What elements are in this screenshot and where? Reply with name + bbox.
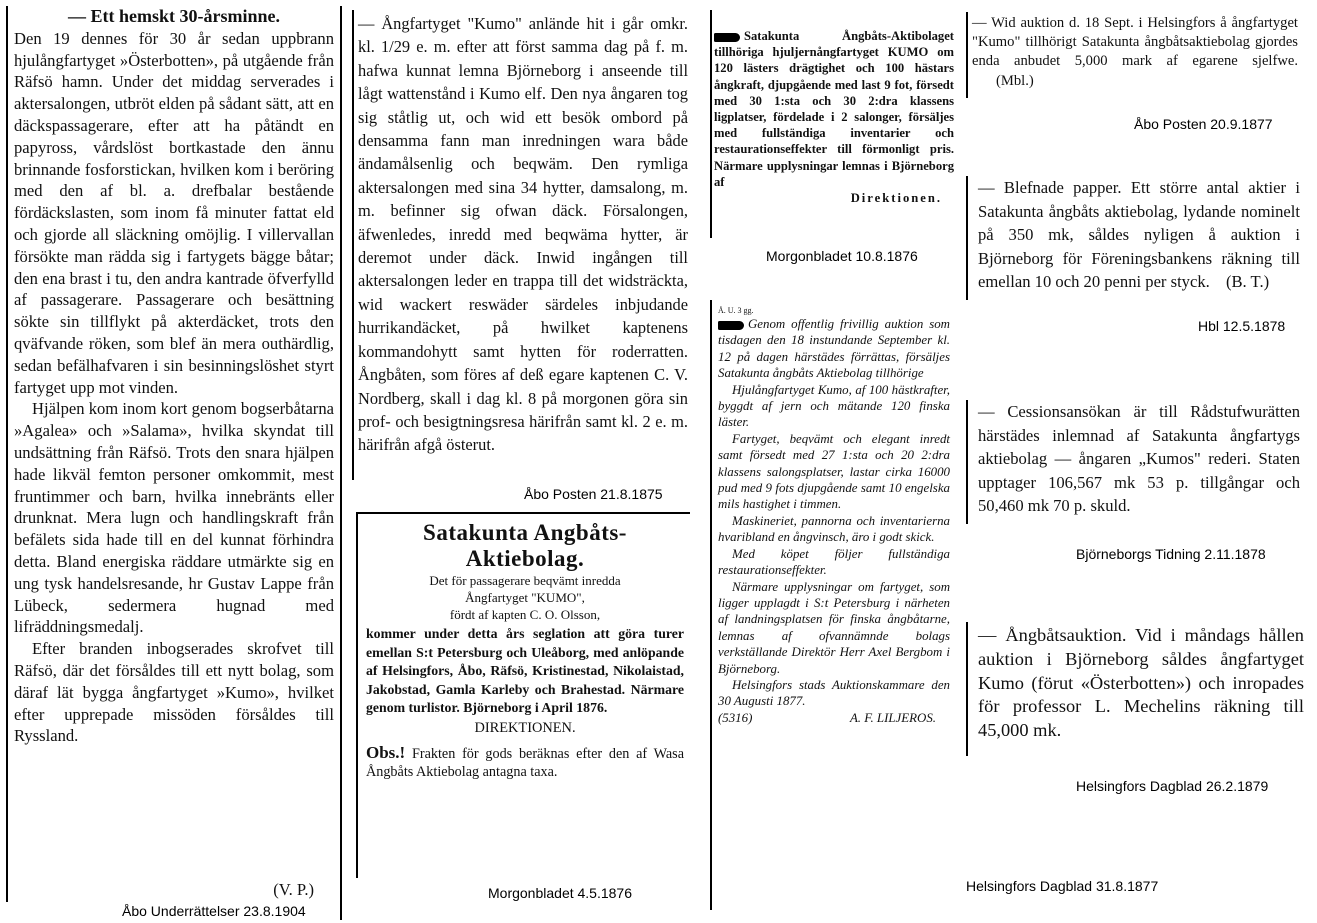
ad-note bbox=[366, 744, 684, 782]
obs-text: Frakten för gods beräknas efter den af Wasa Ångbåts Aktiebolag antagna taxa. bbox=[366, 745, 684, 781]
clipping-helsingfors-dagblad-1877 bbox=[718, 306, 950, 726]
source-caption: Helsingfors Dagblad 31.8.1877 bbox=[966, 878, 1159, 894]
ad-intro bbox=[366, 572, 684, 623]
ad-title-line: Aktiebolag. bbox=[465, 546, 585, 571]
article-cite: (Mbl.) bbox=[996, 72, 1034, 89]
notice-text: Genom offentlig frivillig auktion som tisdagen den 18 instundande September kl. 12 på dagen härstädes förrättas, försäljes Satakunta ångbåts Aktiebolag tillhörige bbox=[718, 317, 950, 381]
notice-paragraph: Fartyget, beqvämt och elegant inredt samt försedt med 27 1:sta och 20 2:dra klassens salongsplatser, lastar cirka 16000 pud med 9 fots djupgående samt 10 engelska mils hastighet i timmen. bbox=[718, 431, 950, 512]
column-rule bbox=[966, 622, 968, 756]
ad-body: kommer under detta års seglation att göra turer emellan S:t Petersburg och Uleåborg, med anlöpande af Helsingfors, Åbo, Räfsö, Kristinestad, Nikolaistad, Jakobstad, Gamla Karleby och Brahestad. Närmare genom turlistor. Björneborg i April 1876. bbox=[366, 626, 684, 716]
article-text: — Ångbåtsauktion. Vid i måndags hållen auktion i Björneborg såldes ångfartyget Kumo (förut «Österbotten») och inropades för professor L. Mechelins räkning till 45,000 mk. bbox=[978, 625, 1304, 741]
column-rule bbox=[966, 176, 968, 300]
article-paragraph: Hjälpen kom inom kort genom bogserbåtarna »Agalea» och »Salama», hvilka skyndat till undsättning från Räfsö. Trots den snara hjälpen hade likväl femton personer omkommit, mest fruntimmer och barn, hvilka innebränts eller drunknat. Mera lugn och handlingskraft från befälets sida hade till en del kunnat förhindra detta. Bland energiska räddare utmärkte sig en ung tysk handelsresande, hr Gustav Lappe från Lübeck, sedermera hugnad med lifräddningsmedalj. bbox=[14, 399, 334, 637]
ad-intro-line: Det för passagerare beqvämt inredda bbox=[429, 573, 621, 588]
column-rule bbox=[6, 6, 8, 902]
ad-title-line: Satakunta Angbåts- bbox=[423, 520, 627, 545]
column-rule bbox=[966, 400, 968, 524]
clipping-helsingfors-dagblad-1879 bbox=[978, 624, 1304, 743]
pointing-hand-icon bbox=[718, 321, 744, 330]
ad-intro-line: Ångfartyget "KUMO", bbox=[465, 590, 585, 605]
source-caption: Åbo Posten 20.9.1877 bbox=[1134, 116, 1273, 132]
border-line bbox=[356, 512, 690, 514]
article-text: — Ångfartyget "Kumo" anlände hit i går omkr. kl. 1/29 e. m. efter att först samma dag på f. m. hafwa kunnat lemna Björneborg i anseende till lågt wattenstånd i Kumo elf. Den nya ångaren tog sig ståtlig ut, och wid ett besök ombord på densamma fann man inredningen wara både ändamålsenlig och beqwäm. Den rymliga aktersalongen med sina 34 hytter, damsalong, m. m. befinner sig ofwan däck. Försalongen, äfwenledes, inredd med beqwäma hytter, är deremot under däck. Inwid ingången till aktersalongen leder en trappa till det widsträckta, wid wackert reswäder särdeles inbjudande hurrikandäcket, på hwilket kaptenens kommandohytt samt hytten för roderratten. Ångbåten, som föres af deß egare kaptenen C. V. Nordberg, skall i dag kl. 8 på morgonen göra sin prof- och besigtningsresa härifrån samt kl. 2 e. m. härifrån afgå österut. bbox=[358, 14, 688, 455]
notice-paragraph: Med köpet följer fullständiga restaurationseffekter. bbox=[718, 546, 950, 578]
clipping-advertisement-1876 bbox=[366, 520, 684, 782]
clipping-bjorneborgs-tidning-1878 bbox=[978, 400, 1300, 518]
notice-paragraph: Hjulångfartyget Kumo, af 100 hästkrafter, byggdt af jern och mätande 120 finska läster. bbox=[718, 382, 950, 430]
source-caption: Helsingfors Dagblad 26.2.1879 bbox=[1076, 778, 1269, 794]
source-caption: Björneborgs Tidning 2.11.1878 bbox=[1076, 546, 1266, 562]
article-text: — Cessionsansökan är till Rådstufwurätten härstädes inlemnad af Satakunta ångfartygs aktiebolag — ångaren „Kumos" rederi. Staten upptager 106,567 mk 53 p. tillgångar och 50,460 mk 70 p. skuld. bbox=[978, 402, 1300, 516]
article-text: — Wid auktion d. 18 Sept. i Helsingfors å ångfartyget "Kumo" tillhörigt Satakunta ångbåtsaktiebolag gjordes enda anbudet 5,000 mark af egarene sjelfwe. bbox=[972, 15, 1298, 70]
clipping-abo-underrattelser-1904 bbox=[14, 6, 334, 899]
notice-footer bbox=[718, 710, 950, 726]
obs-label: Obs.! bbox=[366, 742, 406, 762]
source-caption: Morgonbladet 4.5.1876 bbox=[488, 885, 632, 901]
article-paragraph: Efter branden inbogserades skrofvet till Räfsö, där det försåldes till ett nytt bolag, som däraf lät bygga ångfartyget »Kumo», hvilket efter upprepade missöden försåldes till Ryssland. bbox=[14, 639, 334, 746]
column-rule bbox=[966, 12, 968, 98]
clipping-abo-posten-1875 bbox=[358, 12, 688, 457]
source-caption: Åbo Underrättelser 23.8.1904 bbox=[122, 903, 306, 919]
clipping-morgonbladet-aug-1876 bbox=[714, 28, 954, 206]
clipping-hbl-1878 bbox=[978, 176, 1300, 294]
column-rule bbox=[352, 10, 354, 480]
notice-paragraph: Maskineriet, pannorna och inventarierna hvaribland en ångvinsch, äro i godt skick. bbox=[718, 513, 950, 545]
pointing-hand-icon bbox=[714, 33, 740, 42]
article-paragraph: Den 19 dennes för 30 år sedan uppbrann hjulångfartyget »Österbotten», på utgående från Räfsö hamn. Under det middag serverades i aktersalongen, utbröt elden på sådant sätt, att en däckspassagerare, efter att ha påtändt en papyross, vårdslöst bortkastade den ännu brinnande fosforstickan, hvilken kom i beröring med den af bl. a. drefbalar bestående fördäckslasten, som inom få minuter fattat eld och gjorde all släckning omöjlig. I villervallan försökte man rädda sig i fartygets bägge båtar; den ena brast i tu, den andra kantrade öfverfylld af passagerare. Passagerare och besättning sökte sin tillflykt på akterdäcket, trots den qväfvande röken, som blef än mera outhärdlig, sedan befälhafvaren i sin besinningslöshet styrt fartyget upp mot vinden. bbox=[14, 28, 334, 397]
notice-paragraph: Helsingfors stads Auktionskammare den 30 Augusti 1877. bbox=[718, 677, 950, 709]
source-caption: Hbl 12.5.1878 bbox=[1198, 318, 1286, 334]
source-caption: Morgonbladet 10.8.1876 bbox=[766, 248, 918, 264]
column-rule bbox=[340, 6, 342, 920]
article-cite: (B. T.) bbox=[1225, 272, 1270, 292]
article-text: Satakunta Ångbåts-Aktibolaget tillhöriga hjuljernångfartyget KUMO om 120 lästers drägtighet och 100 hästars ångkraft, djupgående med last 9 fot, försedt med 30 1:sta och 30 2:dra klassens ligplatser, fördelade i 2 salonger, försäljes med fullständiga inventarier och restaurationseffekter till förmonligt pris. Närmare upplysningar lemnas i Björneborg af bbox=[714, 29, 954, 189]
column-rule bbox=[710, 10, 712, 238]
notice-signer: A. F. LILJEROS. bbox=[849, 710, 936, 725]
source-caption: Åbo Posten 21.8.1875 bbox=[524, 486, 663, 502]
column-rule bbox=[710, 300, 712, 910]
notice-paragraph: Närmare upplysningar om fartyget, som ligger upplagdt i S:t Petersburg i närheten af landningsplatsen för finska ångbåtarne, lemnas af ofvannämnde bolags verkställande Direktör Herr Axel Bergbom i Björneborg. bbox=[718, 579, 950, 676]
notice-paragraph bbox=[718, 316, 950, 382]
signature: (V. P.) bbox=[273, 880, 314, 899]
clipping-abo-posten-1877 bbox=[972, 14, 1298, 91]
notice-ref: (5316) bbox=[718, 710, 753, 725]
ad-code: Å. U. 3 gg. bbox=[718, 306, 754, 315]
article-signoff: Direktionen. bbox=[850, 191, 942, 206]
article-text: — Blefnade papper. Ett större antal aktier i Satakunta ångbåts aktiebolag, lydande nominelt på 350 mk, såldes nyligen å auktion i Björneborg för Föreningsbankens räkning till emellan 10 och 20 penni per styck. bbox=[978, 178, 1300, 292]
clipping-headline: — Ett hemskt 30-årsminne. bbox=[68, 6, 280, 26]
ad-title bbox=[366, 520, 684, 572]
ad-signoff: DIREKTIONEN. bbox=[474, 719, 576, 736]
column-rule bbox=[356, 512, 358, 878]
ad-intro-line: fördt af kapten C. O. Olsson, bbox=[449, 607, 601, 622]
